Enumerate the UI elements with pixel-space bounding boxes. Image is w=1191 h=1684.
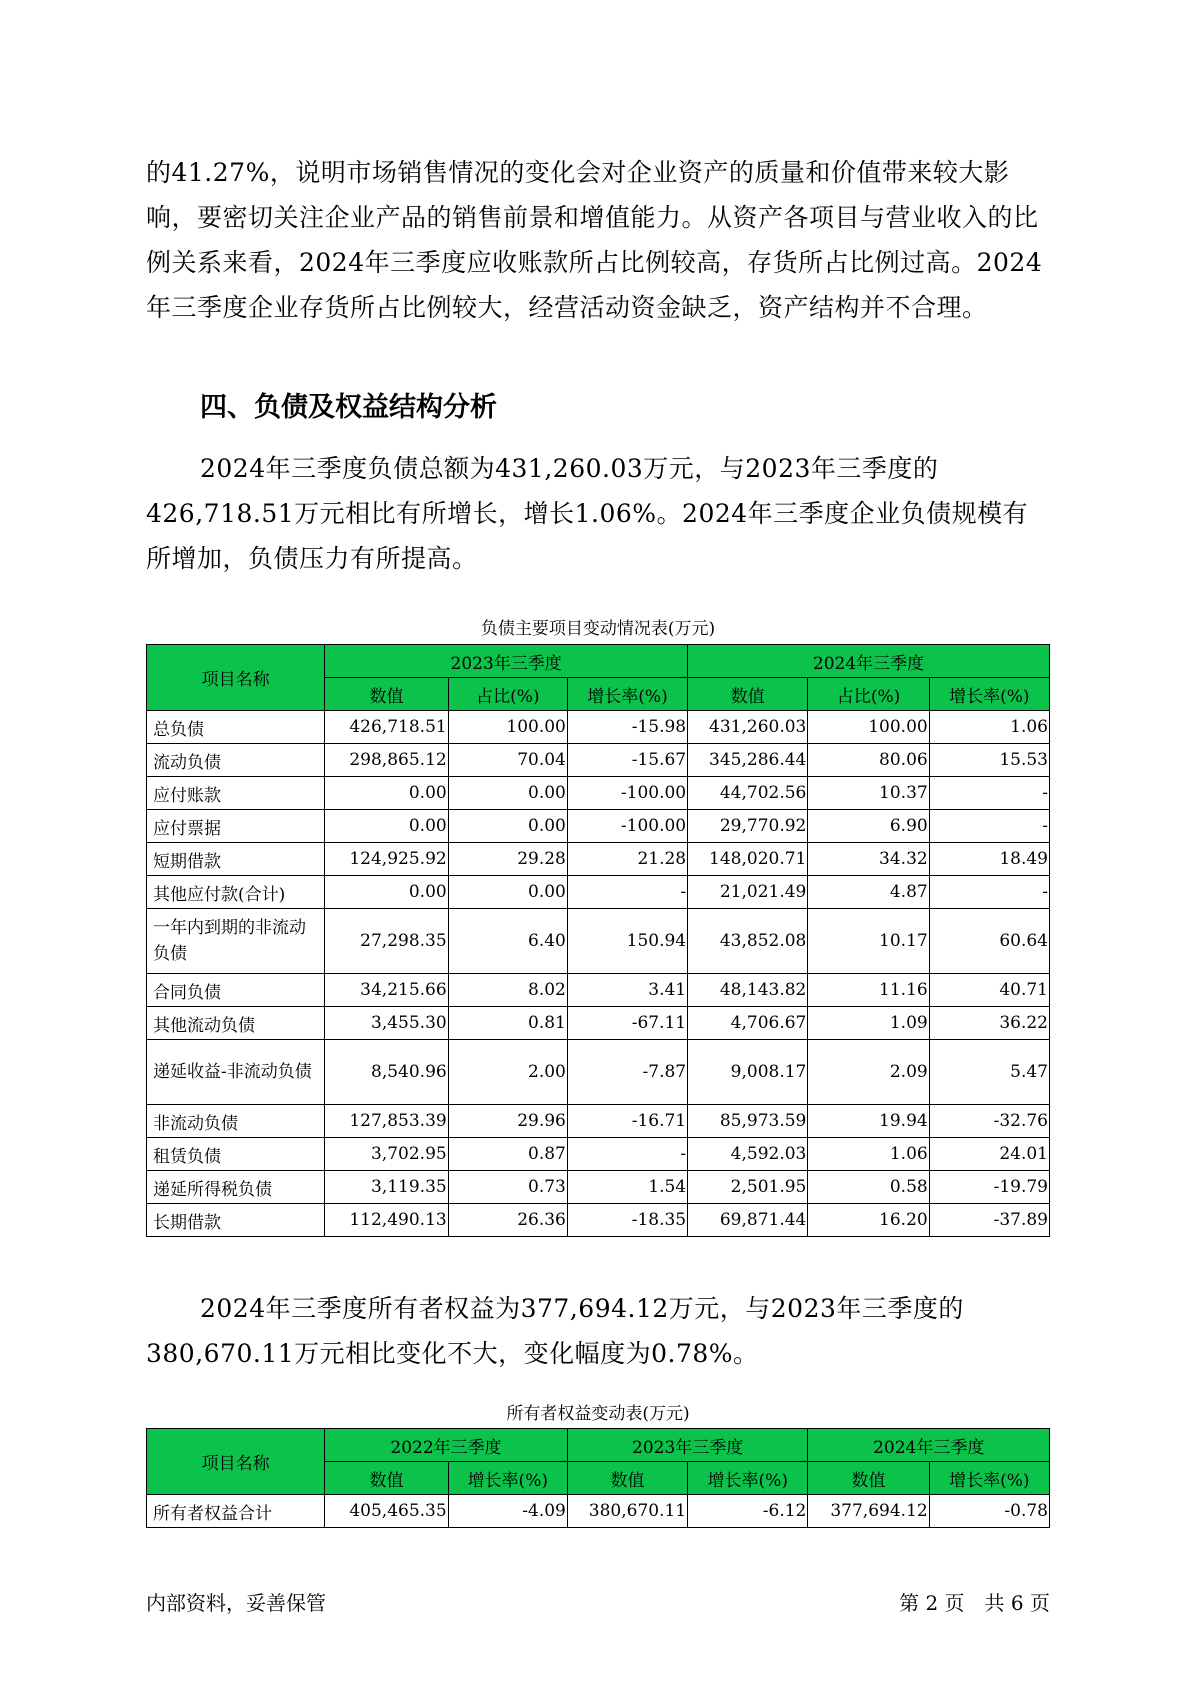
debt-table-row <box>147 1138 1050 1171</box>
debt-table-row <box>147 1204 1050 1237</box>
equity-table-caption: 所有者权益变动表(万元) <box>506 1404 690 1424</box>
debt-table-cell: -32.76 <box>929 1105 1049 1138</box>
equity-subheader: 数值 <box>325 1462 448 1495</box>
debt-subheader: 增长率(%) <box>929 678 1049 711</box>
debt-table-cell: 19.94 <box>808 1105 929 1138</box>
equity-table-cell: 405,465.35 <box>325 1495 448 1528</box>
debt-table-row <box>147 1040 1050 1105</box>
debt-table-row <box>147 711 1050 744</box>
debt-table-cell: 5.47 <box>929 1040 1049 1105</box>
debt-table-cell: -100.00 <box>567 810 687 843</box>
debt-table-cell: 426,718.51 <box>325 711 448 744</box>
equity-table-row-name: 所有者权益合计 <box>147 1495 325 1528</box>
debt-table-cell: 26.36 <box>448 1204 567 1237</box>
equity-table <box>146 1428 1050 1528</box>
debt-table-row-name: 总负债 <box>147 711 325 744</box>
debt-table-cell: 345,286.44 <box>688 744 808 777</box>
debt-table-cell: 0.00 <box>448 876 567 909</box>
debt-table-row <box>147 909 1050 974</box>
debt-table-cell: 0.00 <box>325 810 448 843</box>
debt-table-cell: 11.16 <box>808 974 929 1007</box>
debt-table-cell: -15.67 <box>567 744 687 777</box>
debt-table-cell: 60.64 <box>929 909 1049 974</box>
equity-table-cell: 380,670.11 <box>567 1495 687 1528</box>
debt-table-cell: 29,770.92 <box>688 810 808 843</box>
debt-table-cell: 10.37 <box>808 777 929 810</box>
debt-table-cell: - <box>567 876 687 909</box>
section-heading: 四、负债及权益结构分析 <box>200 392 497 423</box>
debt-table-row <box>147 744 1050 777</box>
debt-table-cell: 8,540.96 <box>325 1040 448 1105</box>
debt-table-cell: - <box>929 876 1049 909</box>
debt-table-cell: 36.22 <box>929 1007 1049 1040</box>
debt-table-cell: 3,455.30 <box>325 1007 448 1040</box>
debt-table-cell: 1.06 <box>808 1138 929 1171</box>
debt-table-cell: 0.00 <box>448 777 567 810</box>
debt-table-row-name: 长期借款 <box>147 1204 325 1237</box>
debt-table-cell: 3,119.35 <box>325 1171 448 1204</box>
debt-table-cell: 34.32 <box>808 843 929 876</box>
debt-table-cell: 0.00 <box>448 810 567 843</box>
debt-table-cell: 0.73 <box>448 1171 567 1204</box>
debt-table-cell: 4.87 <box>808 876 929 909</box>
debt-table-cell: 100.00 <box>448 711 567 744</box>
debt-table-cell: 431,260.03 <box>688 711 808 744</box>
debt-table-row-name: 流动负债 <box>147 744 325 777</box>
debt-table-cell: 2,501.95 <box>688 1171 808 1204</box>
equity-subheader: 增长率(%) <box>688 1462 808 1495</box>
debt-table-body <box>147 711 1050 1237</box>
debt-table-cell: 112,490.13 <box>325 1204 448 1237</box>
debt-table-cell: - <box>929 810 1049 843</box>
debt-table-cell: 1.09 <box>808 1007 929 1040</box>
debt-table-cell: 24.01 <box>929 1138 1049 1171</box>
debt-table-cell: 150.94 <box>567 909 687 974</box>
paragraph-debt-summary: 2024年三季度负债总额为431,260.03万元，与2023年三季度的426,718.51万元相比有所增长，增长1.06%。2024年三季度企业负债规模有所增加，负债压力有所提高。 <box>146 454 1029 573</box>
debt-table-cell: -18.35 <box>567 1204 687 1237</box>
debt-table-cell: 3.41 <box>567 974 687 1007</box>
debt-table-row <box>147 843 1050 876</box>
debt-table-cell: 40.71 <box>929 974 1049 1007</box>
debt-table-row <box>147 1105 1050 1138</box>
debt-table-row-name: 一年内到期的非流动负债 <box>147 909 325 974</box>
debt-table <box>146 644 1050 1237</box>
debt-table-cell: 2.00 <box>448 1040 567 1105</box>
debt-table-row-name: 非流动负债 <box>147 1105 325 1138</box>
debt-table-row <box>147 1007 1050 1040</box>
debt-table-cell: 9,008.17 <box>688 1040 808 1105</box>
debt-table-cell: -7.87 <box>567 1040 687 1105</box>
debt-table-row-name: 租赁负债 <box>147 1138 325 1171</box>
footer-page-number: 第 2 页 共 6 页 <box>899 1591 1050 1615</box>
debt-table-cell: 0.81 <box>448 1007 567 1040</box>
equity-subheader: 数值 <box>567 1462 687 1495</box>
debt-table-cell: 70.04 <box>448 744 567 777</box>
debt-table-row <box>147 876 1050 909</box>
equity-table-cell: -6.12 <box>688 1495 808 1528</box>
debt-table-cell: 69,871.44 <box>688 1204 808 1237</box>
debt-table-cell: 100.00 <box>808 711 929 744</box>
equity-header-period-2024: 2024年三季度 <box>808 1429 1050 1462</box>
debt-table-cell: -37.89 <box>929 1204 1049 1237</box>
debt-table-row-name: 短期借款 <box>147 843 325 876</box>
debt-table-cell: 127,853.39 <box>325 1105 448 1138</box>
debt-table-cell: 15.53 <box>929 744 1049 777</box>
equity-table-body <box>147 1495 1050 1528</box>
debt-table-cell: -100.00 <box>567 777 687 810</box>
debt-table-row-name: 其他流动负债 <box>147 1007 325 1040</box>
debt-table-row-name: 应付账款 <box>147 777 325 810</box>
debt-table-cell: - <box>929 777 1049 810</box>
debt-table-cell: -15.98 <box>567 711 687 744</box>
debt-table-cell: 48,143.82 <box>688 974 808 1007</box>
debt-table-row <box>147 810 1050 843</box>
debt-table-cell: - <box>567 1138 687 1171</box>
debt-table-cell: 0.00 <box>325 777 448 810</box>
equity-table-cell: -0.78 <box>929 1495 1049 1528</box>
debt-table-cell: 6.90 <box>808 810 929 843</box>
debt-table-cell: 4,706.67 <box>688 1007 808 1040</box>
debt-table-cell: 0.58 <box>808 1171 929 1204</box>
equity-subheader: 增长率(%) <box>448 1462 567 1495</box>
debt-subheader: 占比(%) <box>448 678 567 711</box>
equity-header-name: 项目名称 <box>147 1429 325 1495</box>
debt-table-cell: 298,865.12 <box>325 744 448 777</box>
debt-subheader: 占比(%) <box>808 678 929 711</box>
debt-table-cell: -19.79 <box>929 1171 1049 1204</box>
debt-table-caption: 负债主要项目变动情况表(万元) <box>480 619 716 639</box>
debt-table-cell: 34,215.66 <box>325 974 448 1007</box>
debt-table-cell: 124,925.92 <box>325 843 448 876</box>
equity-table-cell: 377,694.12 <box>808 1495 929 1528</box>
debt-table-cell: 4,592.03 <box>688 1138 808 1171</box>
debt-table-cell: 80.06 <box>808 744 929 777</box>
debt-table-cell: 27,298.35 <box>325 909 448 974</box>
debt-table-cell: 3,702.95 <box>325 1138 448 1171</box>
debt-table-row <box>147 1171 1050 1204</box>
debt-table-cell: 0.87 <box>448 1138 567 1171</box>
debt-table-cell: 8.02 <box>448 974 567 1007</box>
debt-table-row <box>147 777 1050 810</box>
equity-subheader: 增长率(%) <box>929 1462 1049 1495</box>
debt-header-name: 项目名称 <box>147 645 325 711</box>
debt-table-cell: 0.00 <box>325 876 448 909</box>
debt-table-cell: 6.40 <box>448 909 567 974</box>
debt-table-row-name: 合同负债 <box>147 974 325 1007</box>
debt-table-row-name: 应付票据 <box>147 810 325 843</box>
debt-table-row-name: 其他应付款(合计) <box>147 876 325 909</box>
debt-table-cell: 29.96 <box>448 1105 567 1138</box>
debt-table-cell: 85,973.59 <box>688 1105 808 1138</box>
debt-table-cell: 16.20 <box>808 1204 929 1237</box>
debt-table-cell: 44,702.56 <box>688 777 808 810</box>
debt-subheader: 数值 <box>688 678 808 711</box>
debt-table-cell: 148,020.71 <box>688 843 808 876</box>
equity-header-period-2022: 2022年三季度 <box>325 1429 568 1462</box>
footer-confidential-note: 内部资料，妥善保管 <box>146 1591 326 1615</box>
debt-table-row-name: 递延所得税负债 <box>147 1171 325 1204</box>
debt-table-cell: 18.49 <box>929 843 1049 876</box>
debt-table-cell: 29.28 <box>448 843 567 876</box>
debt-table-cell: -16.71 <box>567 1105 687 1138</box>
debt-header-period-2023: 2023年三季度 <box>325 645 688 678</box>
equity-subheader: 数值 <box>808 1462 929 1495</box>
debt-table-cell: 1.06 <box>929 711 1049 744</box>
debt-subheader: 数值 <box>325 678 448 711</box>
paragraph-asset-structure: 的41.27%，说明市场销售情况的变化会对企业资产的质量和价值带来较大影响，要密切关注企业产品的销售前景和增值能力。从资产各项目与营业收入的比例关系来看，2024年三季度应收账款所占比例较高，存货所占比例过高。2024年三季度企业存货所占比例较大，经营活动资金缺乏，资产结构并不合理。 <box>146 158 1043 322</box>
debt-table-cell: 43,852.08 <box>688 909 808 974</box>
debt-table-row-name: 递延收益-非流动负债 <box>147 1040 325 1105</box>
equity-table-row <box>147 1495 1050 1528</box>
paragraph-equity-summary: 2024年三季度所有者权益为377,694.12万元，与2023年三季度的380,670.11万元相比变化不大，变化幅度为0.78%。 <box>146 1294 964 1368</box>
debt-subheader: 增长率(%) <box>567 678 687 711</box>
equity-table-cell: -4.09 <box>448 1495 567 1528</box>
debt-table-cell: 2.09 <box>808 1040 929 1105</box>
debt-table-cell: 21.28 <box>567 843 687 876</box>
equity-header-period-2023: 2023年三季度 <box>567 1429 808 1462</box>
debt-table-cell: 21,021.49 <box>688 876 808 909</box>
debt-table-cell: 10.17 <box>808 909 929 974</box>
debt-table-cell: -67.11 <box>567 1007 687 1040</box>
debt-table-row <box>147 974 1050 1007</box>
debt-table-cell: 1.54 <box>567 1171 687 1204</box>
debt-header-period-2024: 2024年三季度 <box>688 645 1050 678</box>
